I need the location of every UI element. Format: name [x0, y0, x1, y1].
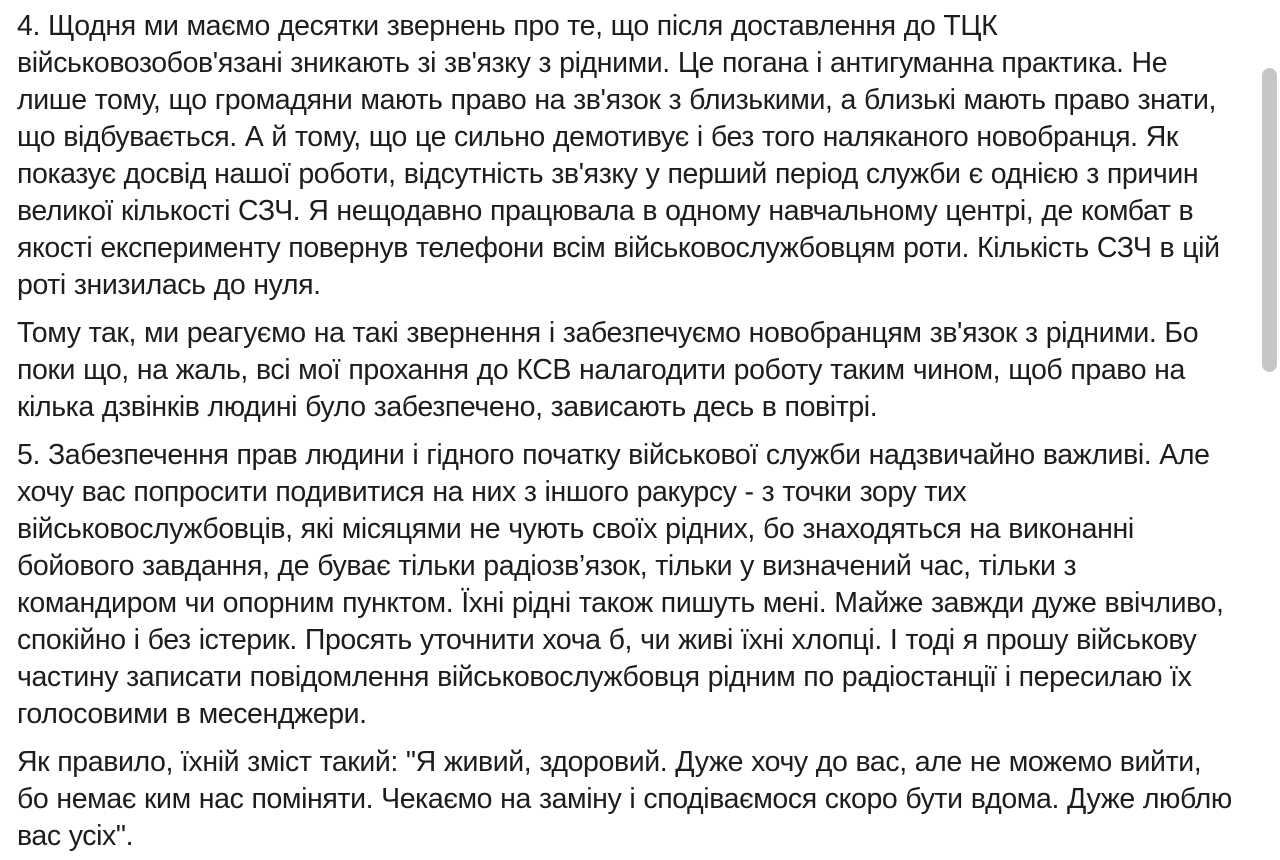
paragraph-4-communication-loss: 4. Щодня ми маємо десятки звернень про те, що після доставлення до ТЦК військовозобов'язані зникають зі зв'язку з рідними. Це погана і антигуманна практика. Не лише тому, що громадяни мають право на зв'язок з близькими, а близькі мають право знати, що відбувається. А й тому, що це сильно демотивує і без того наляканого новобранця. Як показує досвід нашої роботи, відсутність зв'язку у перший період служби є однією з причин великої кількості СЗЧ. Я нещодавно працювала в одному навчальному центрі, де комбат в якості експерименту повернув телефони всім військовослужбовцям роти. Кількість СЗЧ в цій роті знизилась до нуля.	[17, 10, 1220, 301]
paragraph-typical-message: Як правило, їхній зміст такий: "Я живий, здоровий. Дуже хочу до вас, але не можемо вийти, бо немає ким нас поміняти. Чекаємо на заміну і сподіваємося скоро бути вдома. Дуже люблю вас усіх".	[17, 746, 1232, 852]
paragraph-response-actions: Тому так, ми реагуємо на такі звернення і забезпечуємо новобранцям зв'язок з рідними. Бо поки що, на жаль, всі мої прохання до КСВ налагодити роботу таким чином, щоб право на кілька дзвінків людині було забезпечено, зависають десь в повітрі.	[17, 317, 1199, 423]
paragraph-5-other-perspective: 5. Забезпечення прав людини і гідного початку військової служби надзвичайно важливі. Але хочу вас попросити подивитися на них з іншого ракурсу - з точки зору тих військовослужбовців, які місяцями не чують своїх рідних, бо знаходяться на виконанні бойового завдання, де буває тільки радіозв’язок, тільки у визначений час, тільки з командиром чи опорним пунктом. Їхні рідні також пишуть мені. Майже завжди дуже ввічливо, спокійно і без істерик. Просять уточнити хоча б, чи живі їхні хлопці. І тоді я прошу військову частину записати повідомлення військовослужбовця рідним по радіостанції і пересилаю їх голосовими в месенджери.	[17, 439, 1224, 730]
scrollbar-track	[1262, 0, 1280, 860]
scrollbar-thumb[interactable]	[1262, 68, 1277, 372]
